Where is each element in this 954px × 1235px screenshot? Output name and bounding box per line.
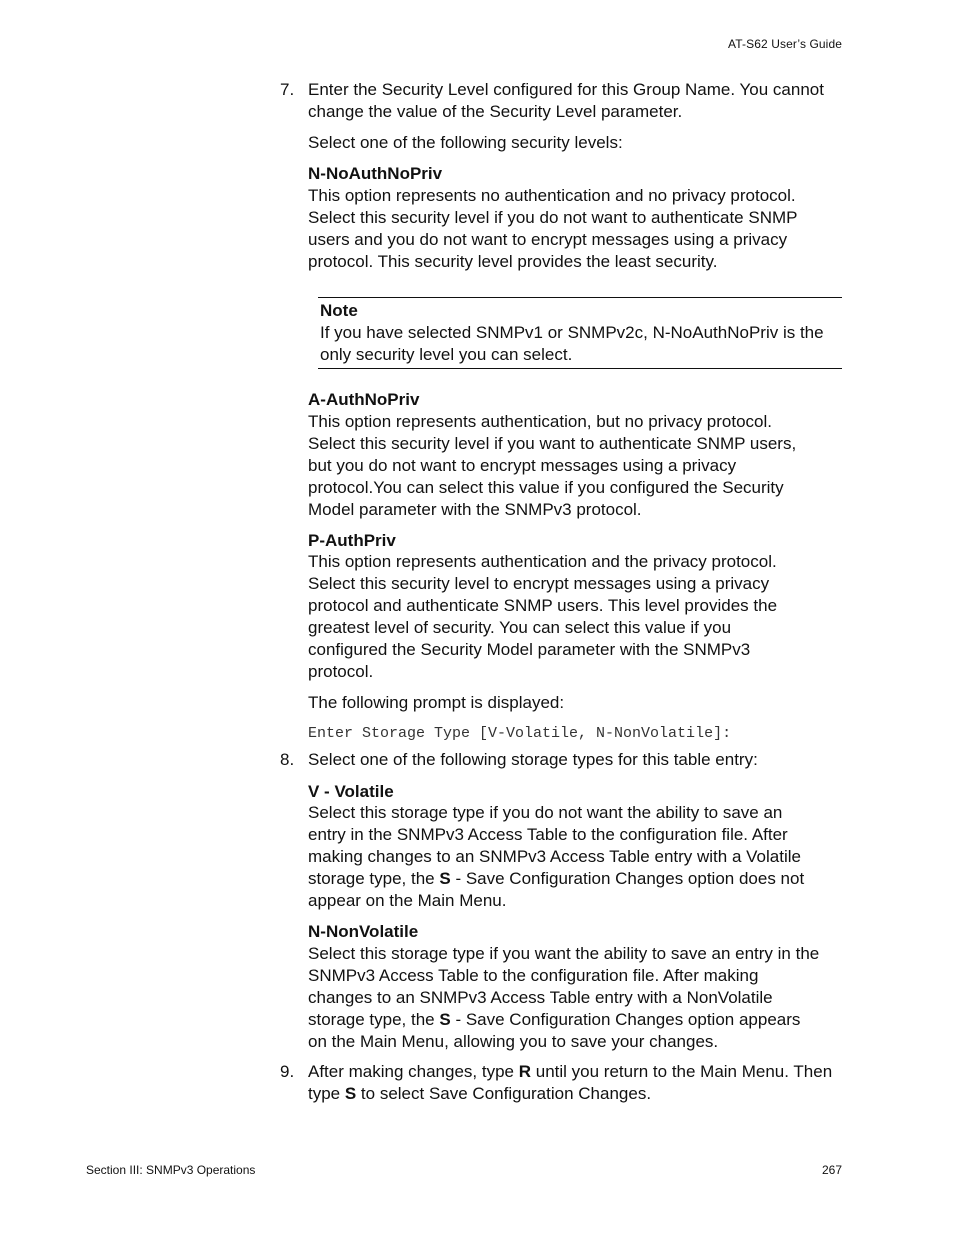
paragraph: Select one of the following security levels: [308, 133, 623, 152]
note-text: If you have selected SNMPv1 or SNMPv2c, N-NoAuthNoPriv is the only security level you can select. [320, 323, 824, 364]
option-text: This option represents authentication and the privacy protocol. Select this security level to encrypt messages using a privacy protocol and authenticate SNMP users. This level provides the greatest level of security. You can select this value if you configured the Security Model parameter with the SNMPv3 protocol. [308, 552, 778, 681]
code-prompt: Enter Storage Type [V-Volatile, N-NonVolatile]: [308, 725, 732, 742]
note-box [318, 297, 842, 369]
option-title: N-NonVolatile [308, 922, 419, 941]
step-number: 7. [280, 80, 295, 99]
step-text: Enter the Security Level configured for this Group Name. You cannot change the value of the Security Level parameter. [308, 80, 824, 121]
running-header: AT-S62 User’s Guide [728, 37, 842, 51]
option-title: A-AuthNoPriv [308, 390, 420, 409]
note-title: Note [320, 301, 358, 320]
option-text: Select this storage type if you want the ability to save an entry in the SNMPv3 Access Table to the configuration file. After making changes to an SNMPv3 Access Table entry with a NonVolatile storage type, the S - Save Configuration Changes option appears on the Main Menu, allowing you to save your changes. [308, 944, 820, 1051]
footer-section: Section III: SNMPv3 Operations [86, 1163, 256, 1177]
step-text: Select one of the following storage types for this table entry: [308, 750, 758, 769]
option-text: Select this storage type if you do not want the ability to save an entry in the SNMPv3 Access Table to the configuration file. After making changes to an SNMPv3 Access Table entry with a Volatile storage type, the S - Save Configuration Changes option does not appear on the Main Menu. [308, 803, 805, 910]
step-text: After making changes, type R until you return to the Main Menu. Then type S to select Save Configuration Changes. [308, 1062, 833, 1103]
option-title: P-AuthPriv [308, 531, 396, 550]
option-text: This option represents authentication, but no privacy protocol. Select this security level if you want to authenticate SNMP users, but you do not want to encrypt messages using a privacy protocol.You can select this value if you configured the Security Model parameter with the SNMPv3 protocol. [308, 412, 797, 519]
option-text: This option represents no authentication and no privacy protocol. Select this security level if you do not want to authenticate SNMP users and you do not want to encrypt messages using a privacy protocol. This security level provides the least security. [308, 186, 798, 271]
step-number: 8. [280, 750, 295, 769]
option-title: V - Volatile [308, 782, 394, 801]
option-title: N-NoAuthNoPriv [308, 164, 443, 183]
step-number: 9. [280, 1062, 295, 1081]
paragraph: The following prompt is displayed: [308, 693, 565, 712]
page-number: 267 [821, 1163, 842, 1177]
